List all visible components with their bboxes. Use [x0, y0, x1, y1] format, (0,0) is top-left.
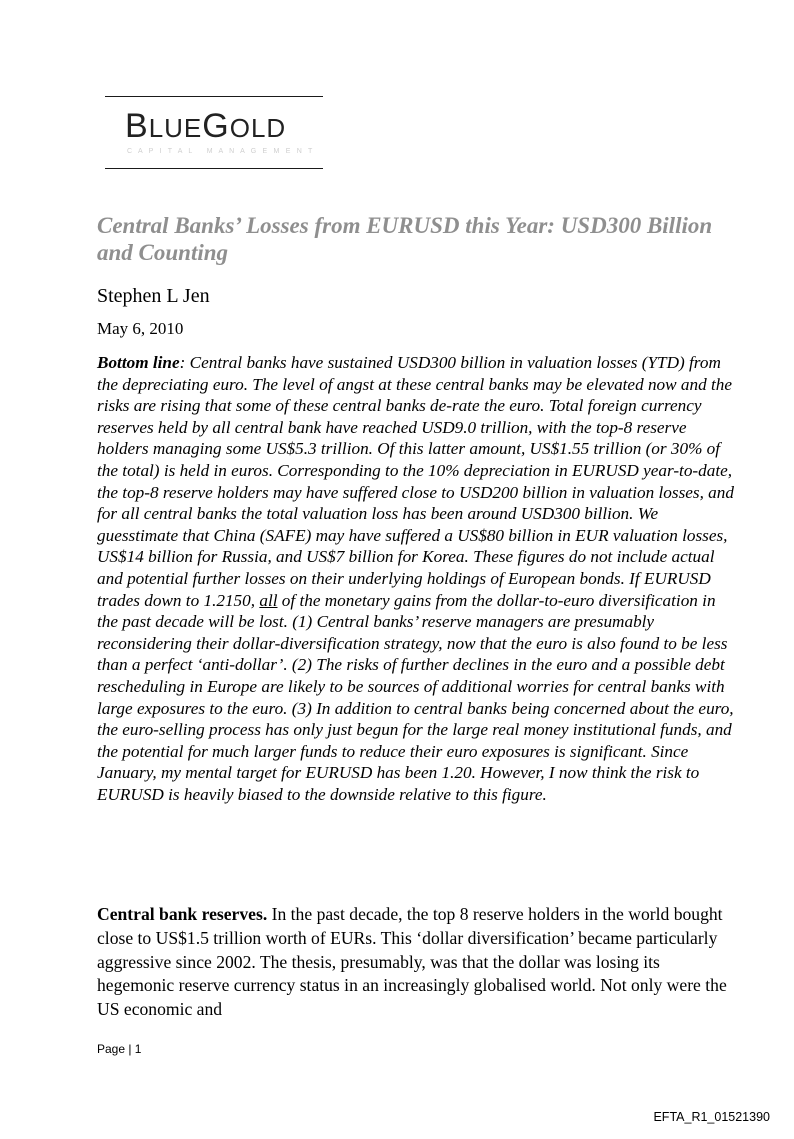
summary-text-part-1: Central banks have sustained USD300 billion in valuation losses (YTD) from the depreciating euro. The level of angst at these central banks may be elevated now and the risks are rising that some of these central banks de-rate the euro. Total foreign currency reserves held by all central bank have reached USD9.0 trillion, with the top-8 reserve holders managing some US$5.3 trillion. Of this latter amount, US$1.55 trillion (or 30% of the total) is held in euros. Corresponding to the 10% depreciation in EURUSD year-to-date, the top-8 reserve holders may have suffered close to USD200 billion in valuation losses, and for all central banks the total valuation loss has been around USD300 billion. We guesstimate that China (SAFE) may have suffered a US$80 billion in EUR valuation losses, US$14 billion for Russia, and US$7 billion for Korea. These figures do not include actual and potential further losses on their underlying holdings of European bonds. If EURUSD trades down to 1.2150,	[97, 353, 734, 610]
section-heading: Central bank reserves.	[97, 904, 268, 924]
publication-date: May 6, 2010	[97, 319, 184, 338]
logo-tagline: C A P I T A L M A N A G E M E N T	[127, 148, 315, 155]
author-name: Stephen L Jen	[97, 285, 210, 307]
central-bank-reserves-paragraph	[97, 903, 737, 1022]
bluegold-logo	[105, 93, 323, 173]
document-id: EFTA_R1_01521390	[653, 1110, 770, 1124]
summary-text-part-2: of the monetary gains from the dollar-to-euro diversification in the past decade will be lost. (1) Central banks’ reserve managers are presumably reconsidering their dollar-diversification strategy, now that the euro is also found to be less than a perfect ‘anti-dollar’. (2) The risks of further declines in the euro and a possible debt rescheduling in Europe are likely to be sources of additional worries for central banks with large exposures to the euro. (3) In addition to central banks being concerned about the euro, the euro-selling process has only just begun for the large real money institutional funds, and the potential for much larger funds to reduce their euro exposures is significant. Since January, my mental target for EURUSD has been 1.20. However, I now think the risk to EURUSD is heavily biased to the downside relative to this figure.	[97, 590, 734, 804]
logo-bottom-rule	[105, 168, 323, 169]
page-number: Page | 1	[97, 1042, 142, 1056]
bottom-line-label: Bottom line	[97, 353, 180, 372]
summary-underlined-word: all	[259, 590, 278, 610]
bottom-line-summary	[97, 352, 737, 805]
logo-wordmark: BLUEGOLD	[125, 107, 287, 145]
document-title: Central Banks’ Losses from EURUSD this Year: USD300 Billion and Counting	[97, 213, 713, 265]
section-body-text: In the past decade, the top 8 reserve holders in the world bought close to US$1.5 trillion worth of EURs. This ‘dollar diversification’ became particularly aggressive since 2002. The thesis, presumably, was that the dollar was losing its hegemonic reserve currency status in an increasingly globalised world. Not only were the US economic and	[97, 904, 727, 1020]
logo-top-rule	[105, 96, 323, 97]
bottom-line-colon: :	[179, 353, 190, 372]
